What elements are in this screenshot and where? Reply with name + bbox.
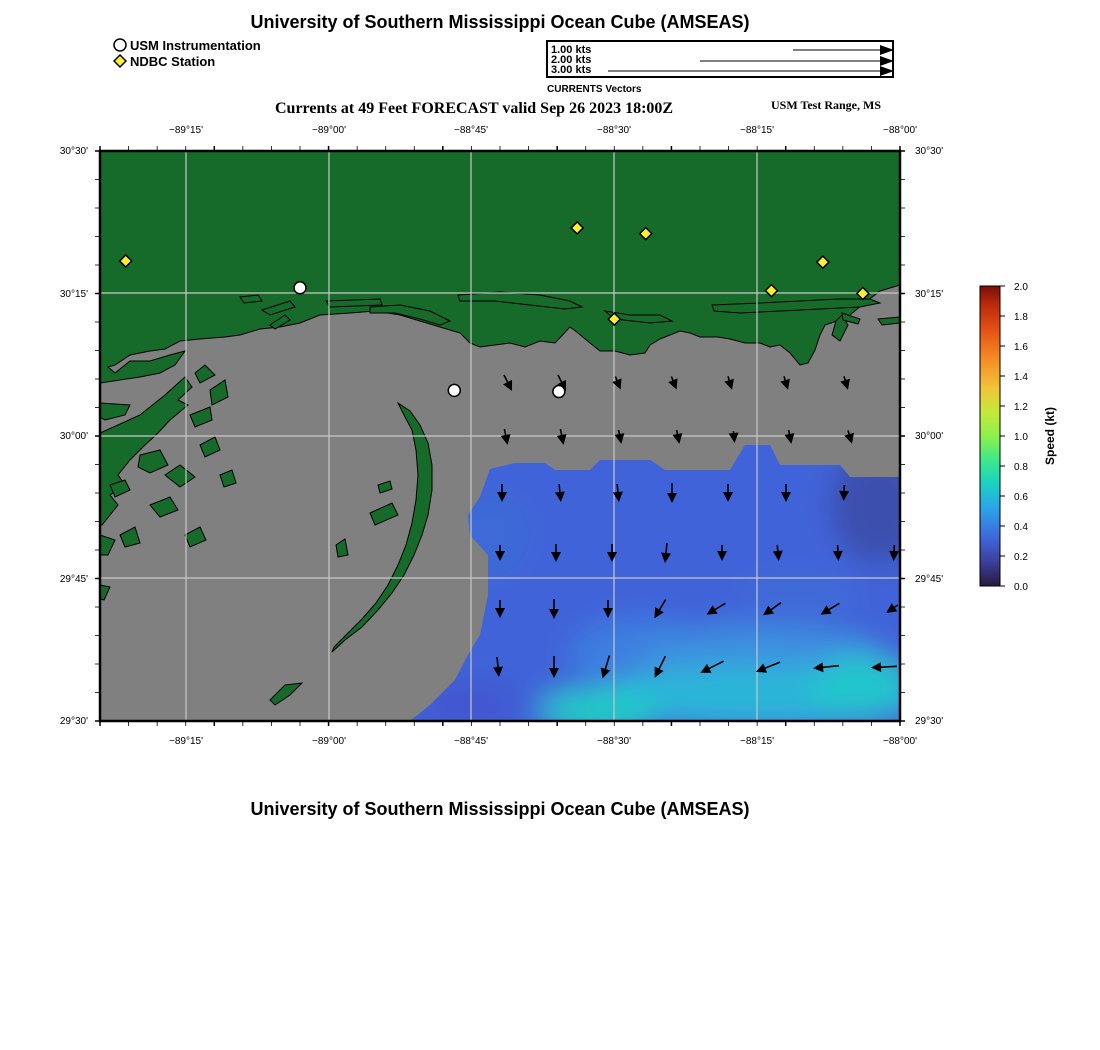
vector-legend-2: 2.00 kts <box>551 54 592 66</box>
lon-label-top: −88°45' <box>454 125 488 136</box>
colorbar-title: Speed (kt) <box>1043 406 1057 466</box>
map-subtitle: Currents at 49 Feet FORECAST valid Sep 26 2023 18:00Z <box>275 100 674 117</box>
colorbar-tick-label: 0.6 <box>1014 492 1028 503</box>
colorbar-tick-label: 2.0 <box>1014 282 1028 293</box>
lon-label-top: −89°00' <box>312 125 346 136</box>
lat-label-left: 30°00' <box>59 431 88 442</box>
lon-label-bottom: −88°00' <box>883 736 917 747</box>
colorbar-tick-label: 1.0 <box>1014 432 1028 443</box>
lon-label-top: −89°15' <box>169 125 203 136</box>
lon-label-bottom: −88°15' <box>740 736 774 747</box>
colorbar-tick-label: 1.6 <box>1014 342 1028 353</box>
lat-label-right: 29°45' <box>915 574 944 585</box>
key-usm-row <box>112 37 261 53</box>
footer-title: University of Southern Mississippi Ocean Cube (AMSEAS) <box>250 799 750 819</box>
lat-label-left: 30°15' <box>59 289 88 300</box>
speed-colorbar <box>970 280 1070 600</box>
range-name: USM Test Range, MS <box>771 98 882 112</box>
lon-label-top: −88°15' <box>740 125 774 136</box>
key-usm-label: USM Instrumentation <box>130 37 261 53</box>
key-ndbc-row <box>112 53 261 69</box>
colorbar-tick-label: 1.4 <box>1014 372 1028 383</box>
lat-label-left: 29°30' <box>59 716 88 727</box>
vector-legend-label: CURRENTS Vectors <box>547 84 642 95</box>
vector-legend-box <box>546 40 894 78</box>
usm-station-marker <box>448 384 460 396</box>
colorbar-tick-label: 1.8 <box>1014 312 1028 323</box>
usm-circle-icon <box>112 37 128 53</box>
colorbar-gradient <box>980 286 1000 586</box>
lon-label-bottom: −88°30' <box>597 736 631 747</box>
ndbc-diamond-icon <box>112 53 128 69</box>
vector-legend-3: 3.00 kts <box>551 64 592 76</box>
lat-label-right: 29°30' <box>915 716 944 727</box>
lat-label-right: 30°30' <box>915 146 944 157</box>
colorbar-tick-label: 1.2 <box>1014 402 1028 413</box>
map-title: University of Southern Mississippi Ocean Cube (AMSEAS) <box>250 12 750 32</box>
station-key <box>112 37 261 69</box>
colorbar-tick-label: 0.8 <box>1014 462 1028 473</box>
lon-label-top: −88°00' <box>883 125 917 136</box>
lat-label-right: 30°00' <box>915 431 944 442</box>
lon-label-bottom: −89°15' <box>169 736 203 747</box>
colorbar-tick-label: 0.2 <box>1014 552 1028 563</box>
lon-label-top: −88°30' <box>597 125 631 136</box>
vector-legend-arrows <box>548 42 896 80</box>
lat-label-left: 29°45' <box>59 574 88 585</box>
colorbar-tick-label: 0.0 <box>1014 582 1028 593</box>
lon-label-bottom: −89°00' <box>312 736 346 747</box>
lon-label-bottom: −88°45' <box>454 736 488 747</box>
vector-legend-1: 1.00 kts <box>551 44 592 56</box>
usm-station-marker <box>553 386 565 398</box>
map-figure <box>0 115 960 755</box>
usm-station-marker <box>294 282 306 294</box>
lat-label-left: 30°30' <box>59 146 88 157</box>
lat-label-right: 30°15' <box>915 289 944 300</box>
colorbar-tick-label: 0.4 <box>1014 522 1028 533</box>
key-ndbc-label: NDBC Station <box>130 53 216 69</box>
